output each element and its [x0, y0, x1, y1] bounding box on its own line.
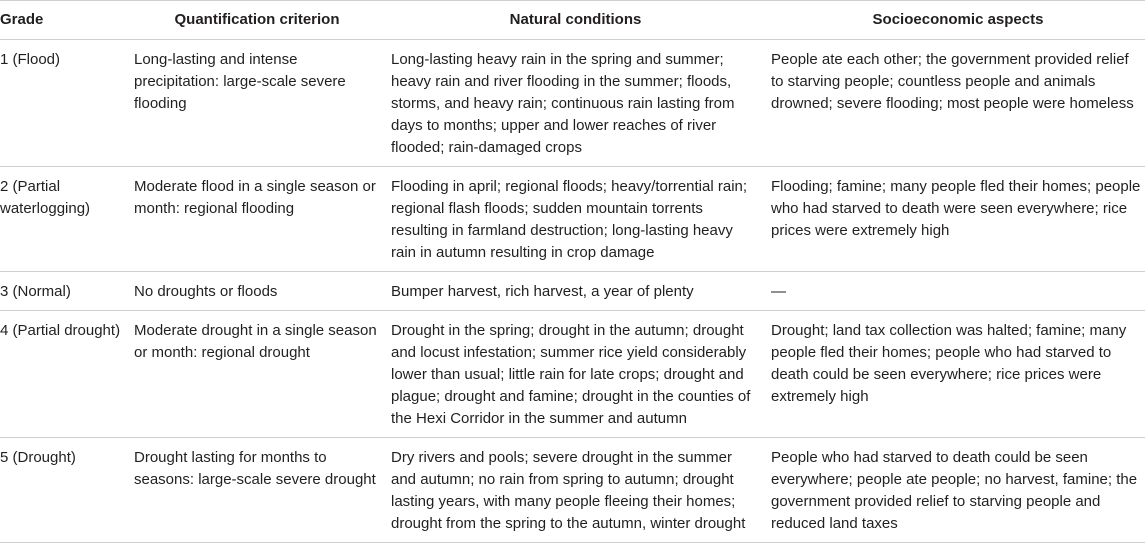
cell-criterion: Moderate drought in a single season or month: regional drought [123, 311, 380, 438]
table-row [0, 272, 1145, 311]
table-header [0, 1, 1145, 40]
header-quantification-criterion: Quantification criterion [123, 1, 380, 40]
table-row [0, 167, 1145, 272]
cell-natural-conditions: Long-lasting heavy rain in the spring and summer; heavy rain and river flooding in the summer; floods, storms, and heavy rain; continuous rain lasting from days to months; upper and lower reaches of river flooded; rain-damaged crops [380, 40, 760, 167]
table-row [0, 40, 1145, 167]
cell-grade: 1 (Flood) [0, 40, 123, 167]
cell-socioeconomic: People who had starved to death could be seen everywhere; people ate people; no harvest, famine; the government provided relief to starving people and reduced land taxes [760, 438, 1145, 543]
cell-socioeconomic: Flooding; famine; many people fled their homes; people who had starved to death were seen everywhere; rice prices were extremely high [760, 167, 1145, 272]
cell-socioeconomic: — [760, 272, 1145, 311]
cell-socioeconomic: People ate each other; the government provided relief to starving people; countless people and animals drowned; severe flooding; most people were homeless [760, 40, 1145, 167]
cell-grade: 2 (Partial waterlogging) [0, 167, 123, 272]
cell-grade: 5 (Drought) [0, 438, 123, 543]
table-row [0, 438, 1145, 543]
header-natural-conditions: Natural conditions [380, 1, 760, 40]
cell-natural-conditions: Bumper harvest, rich harvest, a year of plenty [380, 272, 760, 311]
cell-natural-conditions: Drought in the spring; drought in the autumn; drought and locust infestation; summer rice yield considerably lower than usual; little rain for late crops; drought and plague; drought and famine; drought in the counties of the Hexi Corridor in the summer and autumn [380, 311, 760, 438]
cell-socioeconomic: Drought; land tax collection was halted; famine; many people fled their homes; people who had starved to death could be seen everywhere; rice prices were extremely high [760, 311, 1145, 438]
cell-criterion: Moderate flood in a single season or month: regional flooding [123, 167, 380, 272]
cell-criterion: Long-lasting and intense precipitation: large-scale severe flooding [123, 40, 380, 167]
header-row [0, 1, 1145, 40]
table-row [0, 311, 1145, 438]
header-socioeconomic-aspects: Socioeconomic aspects [760, 1, 1145, 40]
cell-criterion: No droughts or floods [123, 272, 380, 311]
header-grade: Grade [0, 1, 123, 40]
cell-grade: 3 (Normal) [0, 272, 123, 311]
cell-grade: 4 (Partial drought) [0, 311, 123, 438]
cell-natural-conditions: Dry rivers and pools; severe drought in the summer and autumn; no rain from spring to autumn; drought lasting years, with many people fleeing their homes; drought from the spring to the autumn, winter drought [380, 438, 760, 543]
cell-criterion: Drought lasting for months to seasons: large-scale severe drought [123, 438, 380, 543]
table-body [0, 40, 1145, 543]
cell-natural-conditions: Flooding in april; regional floods; heavy/torrential rain; regional flash floods; sudden mountain torrents resulting in farmland destruction; long-lasting heavy rain in autumn resulting in crop damage [380, 167, 760, 272]
